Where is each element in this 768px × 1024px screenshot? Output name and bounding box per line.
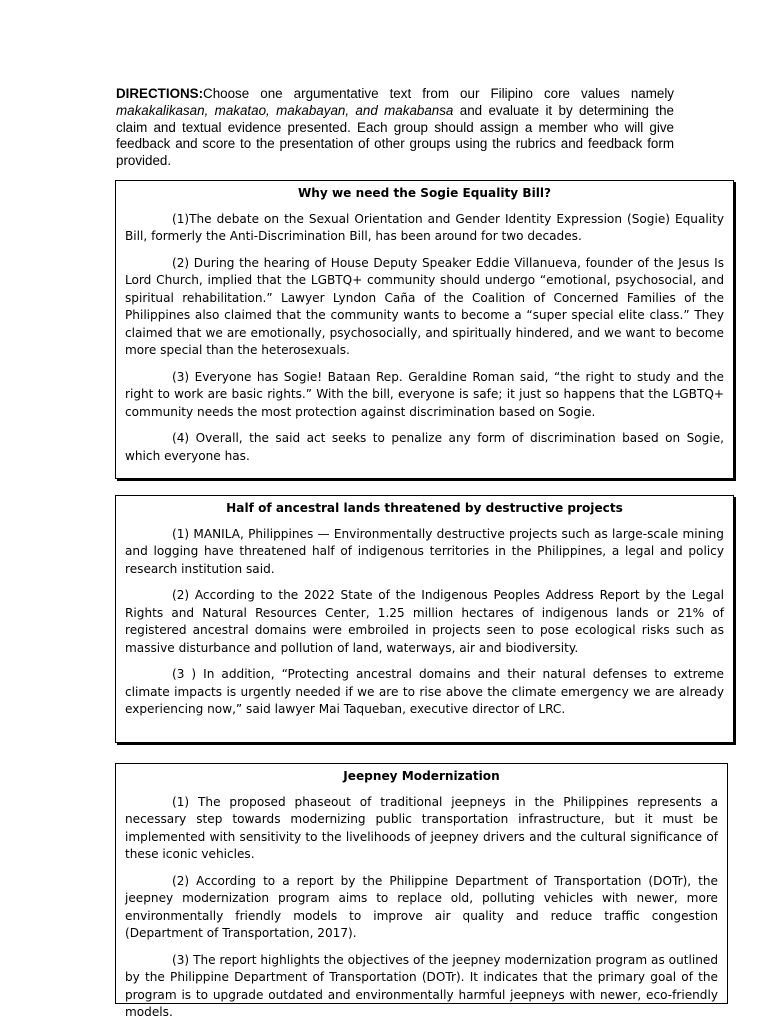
article-paragraph: (1) MANILA, Philippines — Environmentally destructive projects such as large-scale mining and logging have threatened half of indigenous territories in the Philippines, a legal and policy research institution said.: [125, 526, 724, 576]
directions-instructions: and evaluate it by determining the claim and textual evidence presented. Each group should assign a member who will give feedback and score to the presentation of other groups using the rubrics and feedback form provided.: [116, 102, 674, 169]
directions-label: DIRECTIONS:: [116, 86, 204, 101]
article-paragraph: (2) According to the 2022 State of the Indigenous Peoples Address Report by the Legal Rights and Natural Resources Center, 1.25 million hectares of indigenous lands or 21% of registered ancestral domains were embroiled in projects seen to pose ecological risks such as massive disturbance and pollution of land, waterways, air and biodiversity.: [125, 588, 724, 655]
article-paragraph: (2) According to a report by the Philippine Department of Transportation (DOTr), the jeepney modernization program aims to replace old, polluting vehicles with newer, more environmentally friendly models to improve air quality and reduce traffic congestion (Department of Transportation, 2017).: [125, 873, 718, 940]
directions-intro: Choose one argumentative text from our Filipino core values namely: [203, 86, 674, 101]
article-title: Why we need the Sogie Equality Bill?: [297, 186, 552, 200]
article-paragraph: (1)The debate on the Sexual Orientation and Gender Identity Expression (Sogie) Equality Bill, formerly the Anti-Discrimination Bill, has been around for two decades.: [125, 211, 724, 243]
directions-paragraph: [116, 86, 674, 170]
article-paragraph: (3) The report highlights the objectives of the jeepney modernization program as outlined by the Philippine Department of Transportation (DOTr). It indicates that the primary goal of the program is to upgrade outdated and environmentally harmful jeepneys with newer, eco-friendly models.: [125, 952, 718, 1019]
article-paragraph: (3) Everyone has Sogie! Bataan Rep. Geraldine Roman said, “the right to study and the right to work are basic rights.” With the bill, everyone is safe; it just so happens that the LGBTQ+ community needs the most protection against discrimination based on Sogie.: [125, 369, 724, 419]
core-values-list: makakalikasan, makatao, makabayan, and makabansa: [116, 102, 454, 118]
article-box-jeepney: [115, 763, 728, 1019]
article-title: Jeepney Modernization: [343, 769, 500, 783]
article-paragraph: (2) During the hearing of House Deputy Speaker Eddie Villanueva, founder of the Jesus Is Lord Church, implied that the LGBTQ+ community should undergo “emotional, psychosocial, and spiritual rehabilitation.” Lawyer Lyndon Caña of the Coalition of Concerned Families of the Philippines also claimed that the community wants to become a “super special elite class.” They claimed that we are emotionally, psychosocially, and spiritually hindered, and we want to become more special than the heterosexuals.: [125, 255, 724, 357]
article-paragraph: (1) The proposed phaseout of traditional jeepneys in the Philippines represents a necessary step towards modernizing public transportation infrastructure, but it must be implemented with sensitivity to the livelihoods of jeepney drivers and the cultural significance of these iconic vehicles.: [125, 794, 718, 861]
article-paragraph: (4) Overall, the said act seeks to penalize any form of discrimination based on Sogie, which everyone has.: [125, 431, 724, 463]
article-box-sogie: [115, 180, 734, 479]
article-paragraph: (3 ) In addition, “Protecting ancestral domains and their natural defenses to extreme climate impacts is urgently needed if we are to rise above the climate emergency we are already experiencing now,” said lawyer Mai Taqueban, executive director of LRC.: [125, 667, 724, 716]
article-box-ancestral-lands: [115, 495, 734, 743]
article-title: Half of ancestral lands threatened by destructive projects: [226, 501, 623, 515]
